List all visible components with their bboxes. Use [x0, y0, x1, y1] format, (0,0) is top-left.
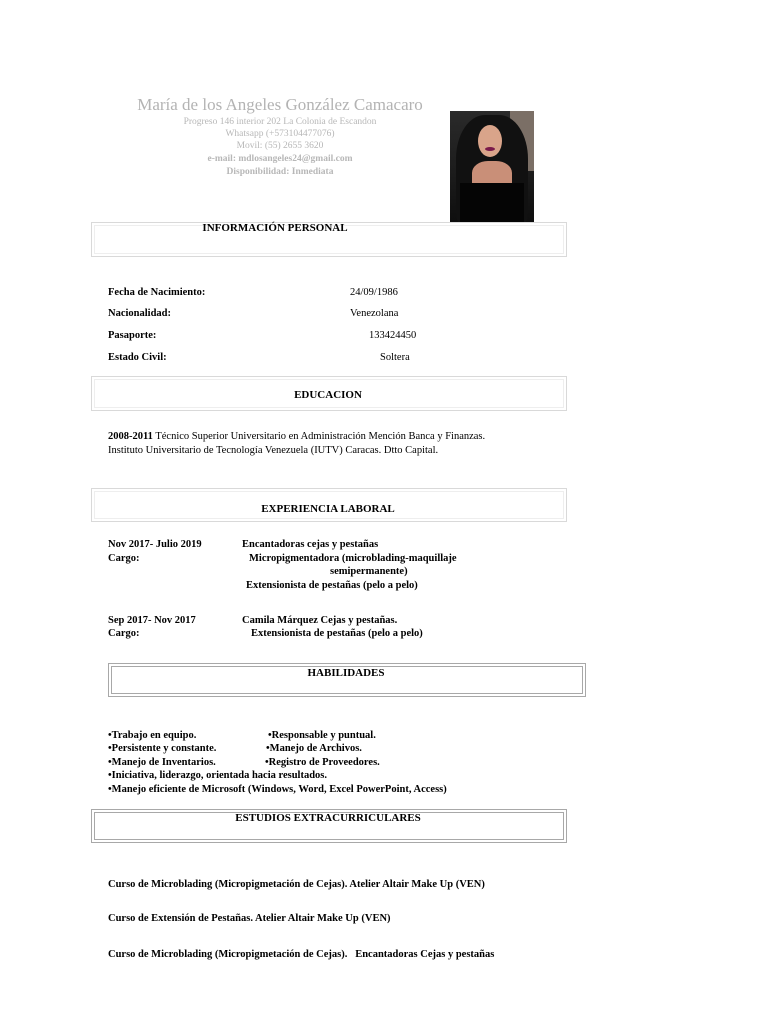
skill-left-1: •Trabajo en equipo.: [108, 730, 197, 741]
civil-status-value: Soltera: [380, 352, 410, 363]
education-heading: EDUCACION: [294, 389, 362, 401]
skill-right-1: •Responsable y puntual.: [268, 730, 376, 741]
education-line-1: [108, 431, 485, 442]
courses-heading: ESTUDIOS EXTRACURRICULARES: [235, 812, 421, 824]
passport-label: Pasaporte:: [108, 330, 157, 341]
job-1-period: Nov 2017- Julio 2019: [108, 539, 202, 550]
personal-info-heading: INFORMACIÓN PERSONAL: [202, 222, 348, 234]
job-1-role-1b: semipermanente): [330, 566, 408, 577]
skills-heading: HABILIDADES: [307, 667, 385, 679]
birthdate-value: 24/09/1986: [350, 287, 398, 298]
skill-right-3: •Registro de Proveedores.: [265, 757, 380, 768]
skill-left-3: •Manejo de Inventarios.: [108, 757, 216, 768]
course-2: Curso de Extensión de Pestañas. Atelier Altair Make Up (VEN): [108, 913, 391, 924]
course-1: Curso de Microblading (Micropigmetación de Cejas). Atelier Altair Make Up (VEN): [108, 879, 485, 890]
skill-right-2: •Manejo de Archivos.: [266, 743, 362, 754]
job-1-cargo-label: Cargo:: [108, 553, 140, 564]
course-3: Curso de Microblading (Micropigmetación de Cejas). Encantadoras Cejas y pestañas: [108, 949, 495, 960]
skill-full-2: •Manejo eficiente de Microsoft (Windows, Word, Excel PowerPoint, Access): [108, 784, 447, 795]
education-line-2: Instituto Universitario de Tecnología Venezuela (IUTV) Caracas. Dtto Capital.: [108, 445, 439, 456]
candidate-name: María de los Angeles González Camacaro: [137, 95, 423, 114]
experience-heading: EXPERIENCIA LABORAL: [261, 503, 395, 515]
nationality-value: Venezolana: [350, 308, 399, 319]
address: Progreso 146 interior 202 La Colonia de Escandon: [183, 117, 377, 127]
job-2-company: Camila Márquez Cejas y pestañas.: [242, 615, 398, 626]
passport-value: 133424450: [369, 330, 417, 341]
education-years: 2008-2011: [108, 431, 153, 442]
phone: Movil: (55) 2655 3620: [236, 141, 324, 151]
job-2-cargo-label: Cargo:: [108, 628, 140, 639]
job-2-period: Sep 2017- Nov 2017: [108, 615, 196, 626]
job-1-company: Encantadoras cejas y pestañas: [242, 539, 379, 550]
skill-left-2: •Persistente y constante.: [108, 743, 217, 754]
skill-full-1: •Iniciativa, liderazgo, orientada hacia resultados.: [108, 770, 328, 781]
profile-photo: [450, 111, 534, 226]
email: e-mail: mdlosangeles24@gmail.com: [207, 154, 353, 164]
nationality-label: Nacionalidad:: [108, 308, 172, 319]
job-2-role-1: Extensionista de pestañas (pelo a pelo): [251, 628, 423, 639]
civil-status-label: Estado Civil:: [108, 352, 167, 363]
education-degree: Técnico Superior Universitario en Administración Mención Banca y Finanzas.: [152, 431, 486, 442]
job-1-role-2: Extensionista de pestañas (pelo a pelo): [246, 580, 418, 591]
availability: Disponibilidad: Inmediata: [226, 167, 334, 177]
job-1-role-1: Micropigmentadora (microblading-maquillaje: [249, 553, 457, 564]
whatsapp: Whatsapp (+573104477076): [225, 129, 335, 139]
birthdate-label: Fecha de Nacimiento:: [108, 287, 206, 298]
